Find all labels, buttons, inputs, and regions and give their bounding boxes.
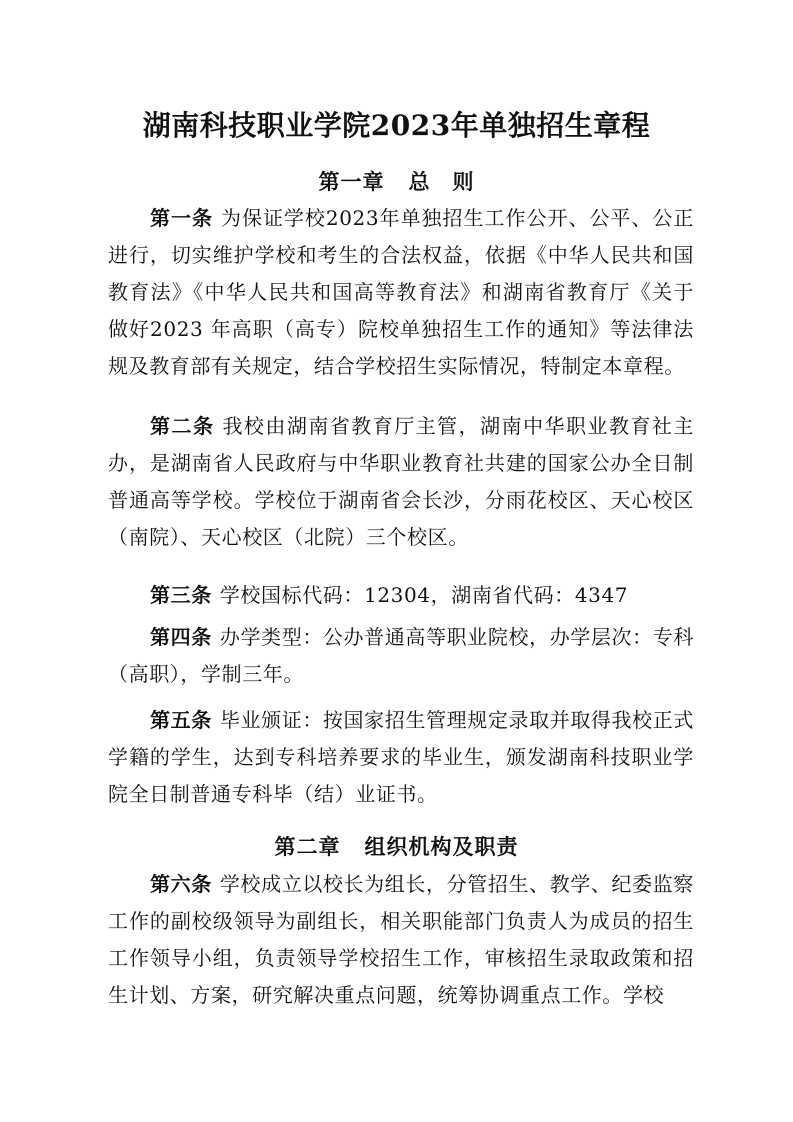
document-title: 湖南科技职业学院2023年单独招生章程	[142, 109, 651, 142]
article-1-label: 第一条	[150, 206, 213, 230]
article-4	[108, 619, 694, 693]
article-2	[108, 408, 694, 556]
chapter-two-heading	[0, 831, 793, 861]
article-6-label: 第六条	[150, 872, 212, 896]
chapter-one-heading	[0, 166, 793, 196]
chapter-two-name: 组织机构及职责	[364, 835, 519, 859]
article-4-text: 办学类型：公办普通高等职业院校，办学层次：专科（高职），学制三年。	[108, 625, 694, 686]
chapter-two-label: 第二章	[274, 835, 341, 859]
article-4-label: 第四条	[150, 625, 212, 649]
article-1-text: 为保证学校2023年单独招生工作公开、公平、公正进行，切实维护学校和考生的合法权益，依据《中华人民共和国教育法》《中华人民共和国高等教育法》和湖南省教育厅《关于做好2023 年高职（高专）院校单独招生工作的通知》等法律法规及教育部有关规定，结合学校招生实际情况，特制定本章程。	[108, 206, 694, 378]
article-5-label: 第五条	[150, 708, 212, 732]
chapter-one-name: 总 则	[408, 170, 475, 194]
chapter-one-label: 第一章	[318, 170, 385, 194]
article-5-text: 毕业颁证：按国家招生管理规定录取并取得我校正式学籍的学生，达到专科培养要求的毕业生，颁发湖南科技职业学院全日制普通专科毕（结）业证书。	[108, 708, 694, 806]
article-6-text: 学校成立以校长为组长，分管招生、教学、纪委监察工作的副校级领导为副组长，相关职能部门负责人为成员的招生工作领导小组，负责领导学校招生工作，审核招生录取政策和招生计划、方案，研究解决重点问题，统筹协调重点工作。学校	[108, 872, 694, 1007]
article-3	[108, 577, 694, 614]
article-5	[108, 702, 694, 813]
article-3-text: 学校国标代码：12304，湖南省代码：4347	[219, 583, 629, 607]
article-2-text: 我校由湖南省教育厅主管，湖南中华职业教育社主办，是湖南省人民政府与中华职业教育社共建的国家公办全日制普通高等学校。学校位于湖南省会长沙，分雨花校区、天心校区（南院）、天心校区（北院）三个校区。	[108, 414, 694, 549]
article-6	[108, 866, 694, 1014]
article-1	[108, 200, 694, 385]
article-2-label: 第二条	[150, 414, 215, 438]
article-3-label: 第三条	[150, 583, 212, 607]
